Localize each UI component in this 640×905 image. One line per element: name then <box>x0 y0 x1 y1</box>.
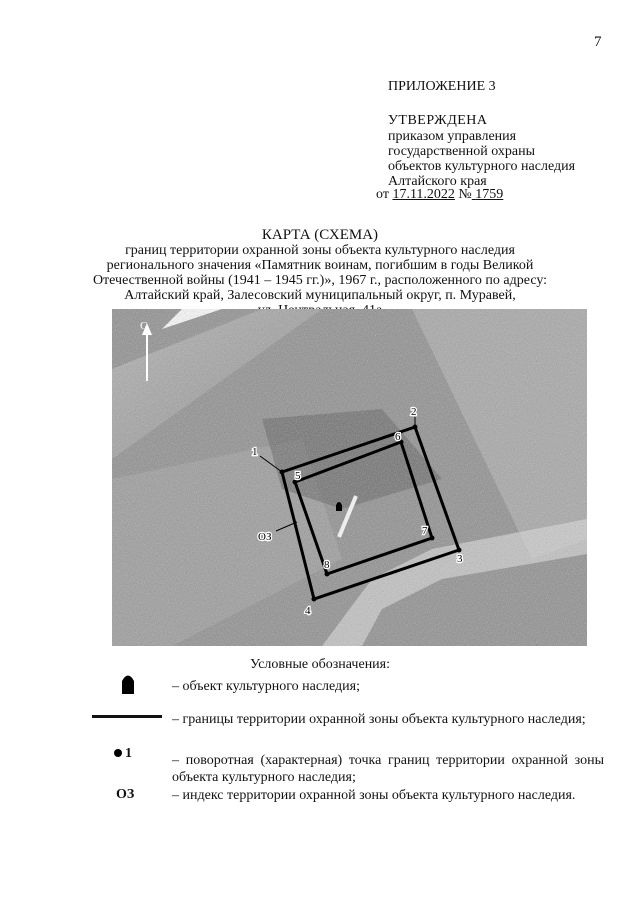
point-label: 1 <box>252 446 258 458</box>
point-label: 7 <box>422 525 428 537</box>
title-line: Алтайский край, Залесовский муниципальный округ, п. Муравей, <box>124 288 516 303</box>
title-line: границ территории охранной зоны объекта культурного наследия <box>125 243 515 258</box>
boundary-line-symbol <box>92 715 162 718</box>
order-number: 1759 <box>475 187 504 202</box>
north-label: С <box>140 320 148 332</box>
order-line: приказом управления <box>388 129 517 144</box>
turning-point <box>457 548 462 553</box>
order-line: государственной охраны <box>388 144 536 159</box>
point-label: 6 <box>395 431 401 443</box>
point-label: 4 <box>305 605 311 617</box>
order-date: 17.11.2022 <box>392 187 455 202</box>
point-label: 5 <box>295 470 301 482</box>
order-date-line <box>376 187 503 203</box>
order-line: объектов культурного наследия <box>388 159 576 174</box>
turning-point <box>413 425 418 430</box>
point-label: 3 <box>457 553 463 565</box>
zone-index-symbol: ОЗ <box>116 787 135 802</box>
point-label: 2 <box>411 406 417 418</box>
legend-title: Условные обозначения: <box>249 657 391 672</box>
map-title: КАРТА (СХЕМА) <box>261 227 379 243</box>
zone-index-label: ОЗ <box>258 531 272 543</box>
turning-point <box>312 597 317 602</box>
order-line: Алтайского края <box>388 174 487 189</box>
cultural-object-icon <box>121 673 135 695</box>
order-number-sign: № <box>458 187 472 202</box>
point-label: 8 <box>324 559 330 571</box>
turning-point <box>325 572 330 577</box>
page-number: 7 <box>594 34 602 50</box>
legend-text: – границы территории охранной зоны объекта культурного наследия; <box>172 712 586 727</box>
turning-point <box>280 470 285 475</box>
legend-text: – поворотная (характерная) точка границ территории охранной зоны объекта культурного наследия; <box>172 753 604 785</box>
title-line: регионального значения «Памятник воинам, погибшим в годы Великой <box>106 258 534 273</box>
turning-point <box>430 536 435 541</box>
legend-text: – объект культурного наследия; <box>172 679 360 694</box>
title-line: Отечественной войны (1941 – 1945 гг.)», 1967 г., расположенного по адресу: <box>92 273 548 288</box>
turning-point-symbol <box>113 748 123 758</box>
satellite-map <box>112 309 587 646</box>
map-grain <box>112 309 587 646</box>
legend-text: – индекс территории охранной зоны объекта культурного наследия. <box>172 788 576 803</box>
turning-point-label: 1 <box>125 746 132 761</box>
appendix-heading: ПРИЛОЖЕНИЕ 3 <box>388 79 496 94</box>
approved-heading: УТВЕРЖДЕНА <box>388 113 488 128</box>
order-prefix: от <box>376 187 393 202</box>
